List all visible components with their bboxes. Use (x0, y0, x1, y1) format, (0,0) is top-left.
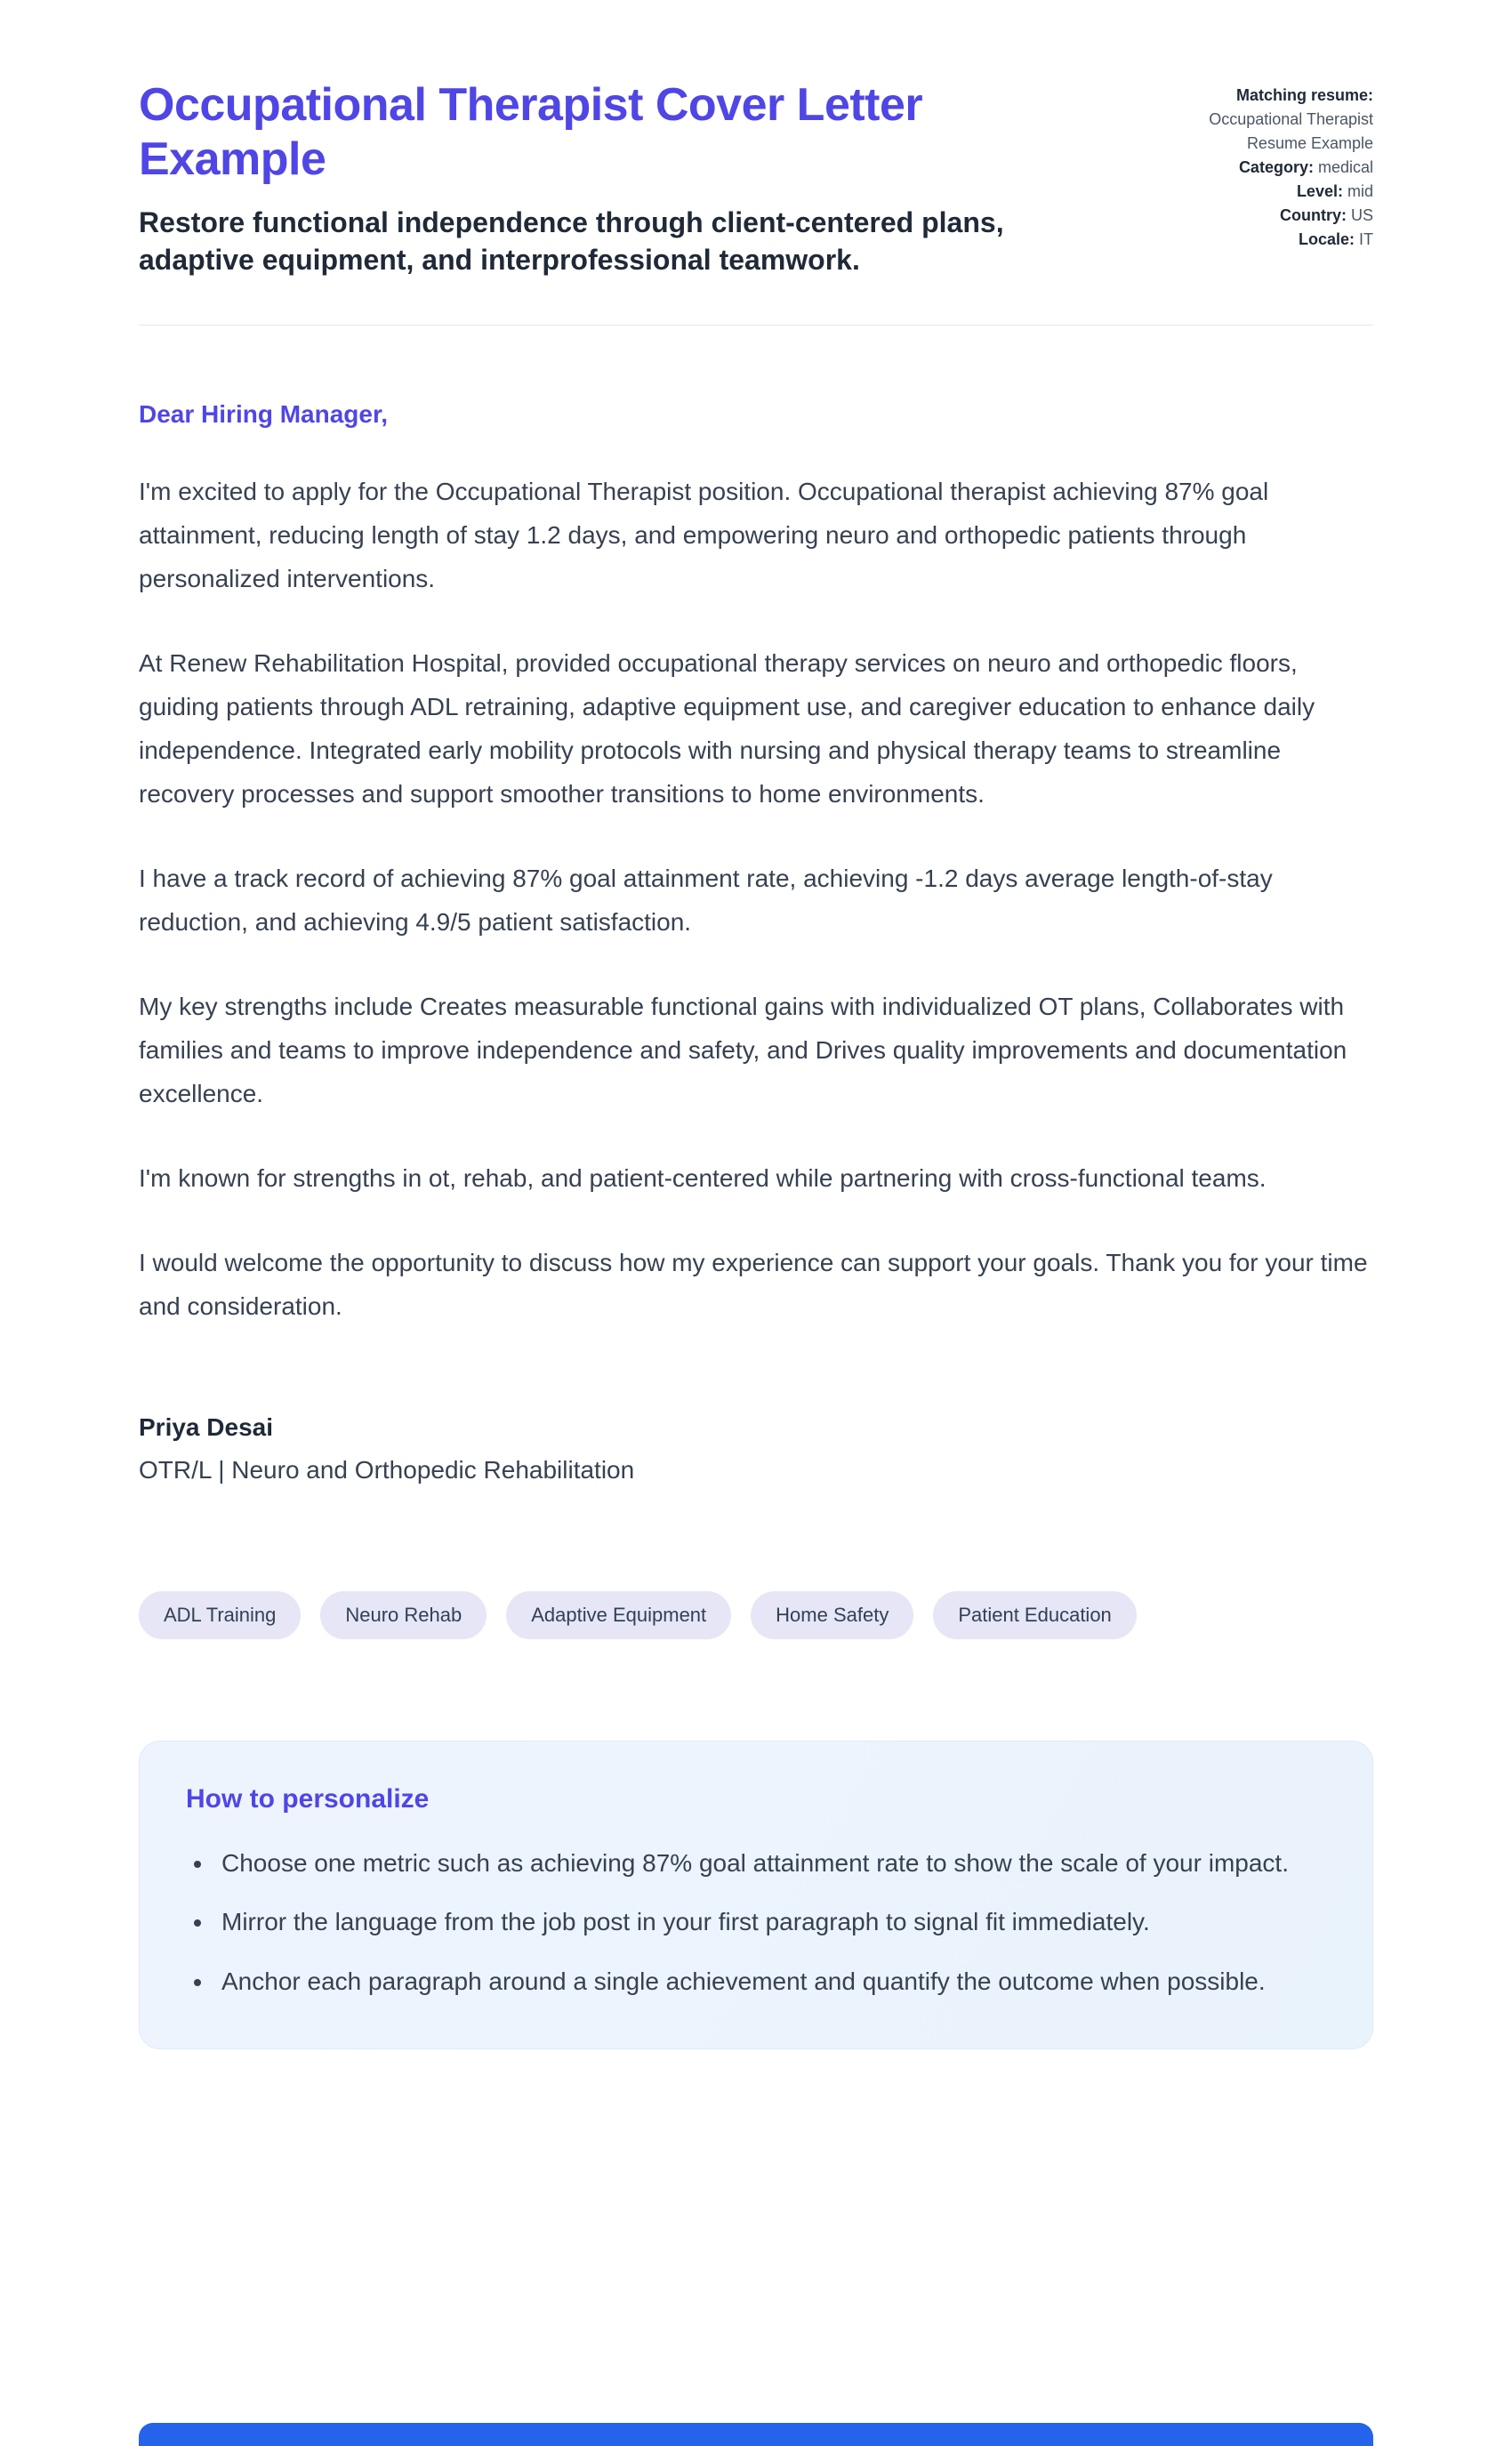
page-subtitle: Restore functional independence through client-centered plans, adaptive equipment, and interprofessional teamwork. (139, 205, 1004, 276)
letter-paragraph-5: I'm known for strengths in ot, rehab, and patient-centered while partnering with cross-functional teams. (139, 1164, 1267, 1193)
personalize-tip-2: • Mirror the language from the job post in your first paragraph to signal fit immediately. (214, 1902, 1326, 1943)
personalize-tip-list (186, 1843, 1326, 2002)
tag-adaptive-equipment: Adaptive Equipment (506, 1591, 731, 1639)
cover-letter-body (139, 400, 1373, 1484)
personalize-box (139, 1741, 1373, 2049)
meta-category (1146, 156, 1373, 180)
letter-paragraph-4: My key strengths include Creates measurable functional gains with individualized OT plans, Collaborates with families and teams to improve independence and safety, and Drives quality improvements and documentation excellence. (139, 993, 1347, 1108)
meta-country-value: US (1350, 206, 1373, 224)
signature-name: Priya Desai (139, 1413, 273, 1442)
meta-country (1146, 204, 1373, 228)
meta-matching-resume-label: Matching resume: (1235, 86, 1373, 104)
letter-paragraph-1: I'm excited to apply for the Occupational Therapist position. Occupational therapist achieving 87% goal attainment, reducing length of stay 1.2 days, and empowering neuro and orthopedic patients through personalized interventions. (139, 478, 1269, 593)
signature-title: OTR/L | Neuro and Orthopedic Rehabilitation (139, 1456, 635, 1484)
header (139, 78, 1373, 278)
meta-locale-label: Locale: (1298, 230, 1355, 248)
meta-level-label: Level: (1296, 182, 1343, 200)
content-column (139, 0, 1373, 2049)
letter-paragraph-6: I would welcome the opportunity to discuss how my experience can support your goals. Thank you for your time and consideration. (139, 1249, 1368, 1321)
personalize-title: How to personalize (186, 1784, 430, 1814)
meta-level-value: mid (1347, 182, 1373, 200)
tag-patient-education: Patient Education (933, 1591, 1136, 1639)
tag-adl-training: ADL Training (139, 1591, 301, 1639)
letter-paragraph-2: At Renew Rehabilitation Hospital, provided occupational therapy services on neuro and orthopedic floors, guiding patients through ADL retraining, adaptive equipment use, and caregiver education to enhance daily independence. Integrated early mobility protocols with nursing and physical therapy teams to streamline recovery processes and support smoother transitions to home environments. (139, 649, 1315, 809)
salutation: Dear Hiring Manager, (139, 400, 389, 429)
meta-level (1146, 180, 1373, 204)
tag-neuro-rehab: Neuro Rehab (320, 1591, 487, 1639)
meta-category-label: Category: (1238, 158, 1314, 176)
meta-locale-value: IT (1359, 230, 1373, 248)
personalize-tip-3: • Anchor each paragraph around a single achievement and quantify the outcome when possible. (214, 1961, 1326, 2002)
meta-country-label: Country: (1279, 206, 1347, 224)
bottom-cta-bar (139, 2423, 1373, 2446)
meta-matching-resume (1146, 84, 1373, 156)
header-text-block (139, 78, 1046, 278)
tag-home-safety: Home Safety (751, 1591, 913, 1639)
meta-category-value: medical (1317, 158, 1373, 176)
header-divider (139, 325, 1373, 326)
page-title: Occupational Therapist Cover Letter Example (139, 79, 923, 186)
meta-panel (1146, 78, 1373, 252)
personalize-tip-1: • Choose one metric such as achieving 87% goal attainment rate to show the scale of your impact. (214, 1843, 1326, 1884)
meta-matching-resume-value: Occupational Therapist Resume Example (1209, 110, 1373, 152)
letter-paragraph-3: I have a track record of achieving 87% goal attainment rate, achieving -1.2 days average length-of-stay reduction, and achieving 4.9/5 patient satisfaction. (139, 865, 1273, 937)
meta-locale (1146, 228, 1373, 252)
tag-list (139, 1591, 1373, 1639)
